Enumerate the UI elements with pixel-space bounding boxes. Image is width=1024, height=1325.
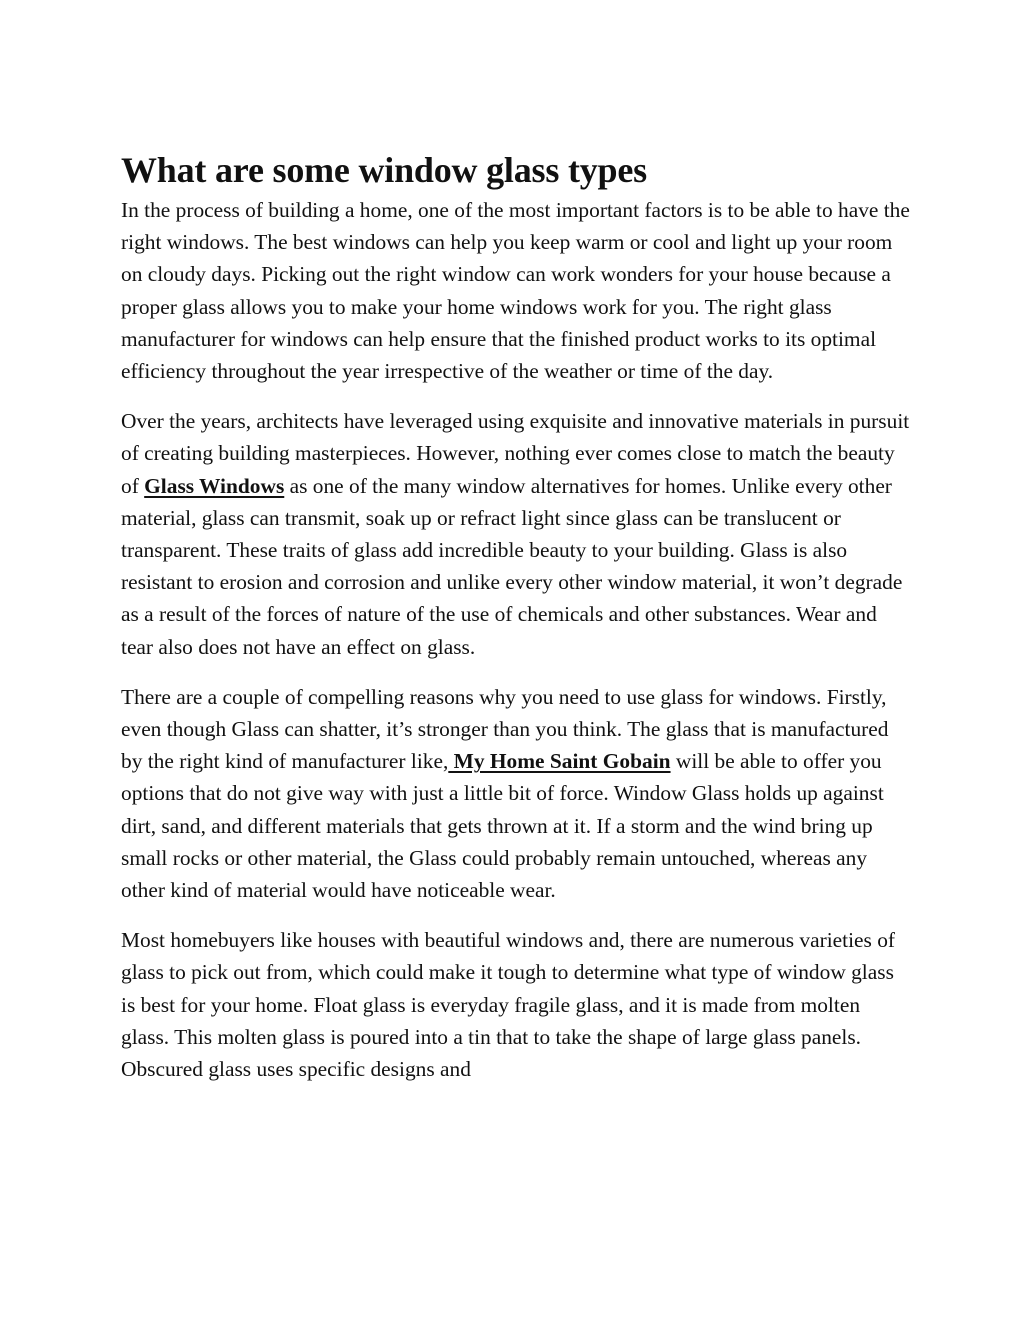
my-home-saint-gobain-link[interactable]: My Home Saint Gobain <box>448 749 671 774</box>
paragraph-glass-varieties: Most homebuyers like houses with beautiful windows and, there are numerous varieties of glass to pick out from, which could make it tough to determine what type of window glass is best for your home. Float glass is everyday fragile glass, and it is made from molten glass. This molten glass is poured into a tin that to take the shape of large glass panels. Obscured glass uses specific designs and <box>121 928 896 1082</box>
document-page <box>121 148 911 1103</box>
paragraph-materials <box>121 405 911 663</box>
paragraph-materials-text-start: Over the years, architects have leveraged using exquisite and innovative materials in pursuit of creating building masterpieces. However, nothing ever comes close to match the beauty of <box>121 409 910 498</box>
page-title: What are some window glass types <box>121 150 647 190</box>
paragraph-intro: In the process of building a home, one of the most important factors is to be able to have the right windows. The best windows can help you keep warm or cool and light up your room on cloudy days. Picking out the right window can work wonders for your house because a proper glass allows you to make your home windows work for you. The right glass manufacturer for windows can help ensure that the finished product works to its optimal efficiency throughout the year irrespective of the weather or time of the day. <box>121 198 910 384</box>
paragraph-reasons-text-end: will be able to offer you options that do not give way with just a little bit of force. Window Glass holds up against dirt, sand, and different materials that gets thrown at it. If a storm and the wind bring up small rocks or other material, the Glass could probably remain untouched, whereas any other kind of material would have noticeable wear. <box>121 749 884 903</box>
paragraph-materials-text-end: as one of the many window alternatives for homes. Unlike every other material, glass can transmit, soak up or refract light since glass can be translucent or transparent. These traits of glass add incredible beauty to your building. Glass is also resistant to erosion and corrosion and unlike every other window material, it won’t degrade as a result of the forces of nature of the use of chemicals and other substances. Wear and tear also does not have an effect on glass. <box>121 473 903 659</box>
glass-windows-link[interactable]: Glass Windows <box>144 473 285 498</box>
paragraph-reasons <box>121 681 911 906</box>
paragraph-reasons-text-start: There are a couple of compelling reasons why you need to use glass for windows. Firstly, even though Glass can shatter, it’s stronger than you think. The glass that is manufactured by the right kind of manufacturer like, <box>121 684 889 774</box>
